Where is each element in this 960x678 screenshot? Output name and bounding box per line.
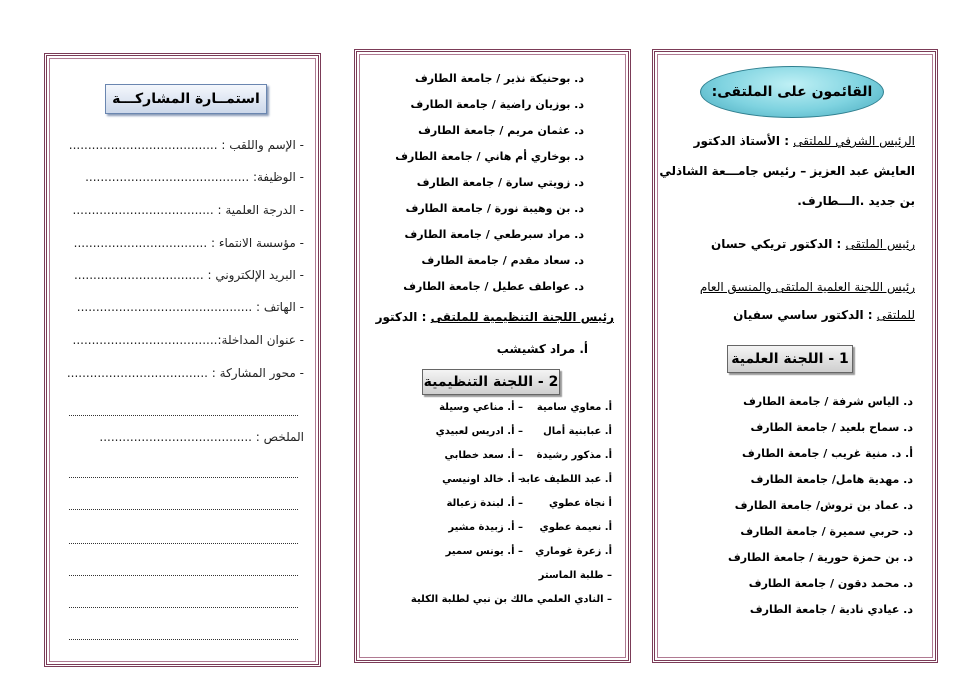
committees-panel xyxy=(354,49,631,663)
field-email[interactable]: - البريد الإلكتروني : .................................. xyxy=(73,268,304,282)
list-item: – أ. ادريس لعبيدي xyxy=(435,426,523,437)
org-head-label: رئيس اللجنة التنظيمية للملتقى xyxy=(430,310,614,324)
honorary-president-line2: العايش عبد العزيز – رئيس جامـــعة الشاذلي xyxy=(659,164,915,178)
list-item: – أ. يونس سمير xyxy=(445,546,523,557)
list-item: أ. عبد اللطيف عابد xyxy=(520,474,612,485)
list-item: أ نجاة عطوي xyxy=(548,498,612,509)
president-label: رئيس الملتقى xyxy=(845,237,915,251)
list-item: د. حربي سميرة / جامعة الطارف xyxy=(740,525,913,538)
list-item: أ. معاوي سامية xyxy=(536,402,612,413)
field-institution[interactable]: - مؤسسة الانتماء : ................................... xyxy=(73,236,304,250)
org-head-name: أ. مراد كشيشب xyxy=(496,342,588,356)
organizers-title-text: القائمون على الملتقى: xyxy=(711,84,873,100)
list-item: د. زويتي سارة / جامعة الطارف xyxy=(416,176,584,189)
field-axis[interactable]: - محور المشاركة : ..................................... xyxy=(66,366,304,380)
organizers-title xyxy=(700,66,884,118)
dotted-line xyxy=(69,574,298,576)
dotted-line xyxy=(69,638,298,640)
sci-head-line2 xyxy=(733,308,915,322)
honorary-president-line1 xyxy=(694,134,915,148)
org-head-line1 xyxy=(376,310,614,324)
organizing-committee-heading xyxy=(422,369,560,395)
president-name: : الدكتور تريكي حسان xyxy=(710,237,846,251)
list-item: أ. نعيمة عطوي xyxy=(539,522,612,533)
list-item: – أ. خالد اونيسي xyxy=(442,474,523,485)
participation-form-panel xyxy=(44,53,321,667)
list-item: د. عماد بن تروش/ جامعة الطارف xyxy=(734,499,913,512)
field-phone[interactable]: - الهاتف : .............................................. xyxy=(76,300,304,314)
sci-head-label: للملتقى xyxy=(876,308,915,322)
list-item: د. بن وهيبة نورة / جامعة الطارف xyxy=(405,202,584,215)
dotted-line xyxy=(69,542,298,544)
list-item: أ. مذكور رشيدة xyxy=(536,450,612,461)
conference-president xyxy=(711,237,915,251)
list-item: د. بوزيان راضية / جامعة الطارف xyxy=(410,98,584,111)
organizers-panel xyxy=(652,49,938,663)
honorary-label: الرئيس الشرفي للملتقى xyxy=(793,134,915,148)
dotted-line xyxy=(69,606,298,608)
list-item: د. بوحنيكة نذير / جامعة الطارف xyxy=(414,72,584,85)
field-abstract[interactable]: الملخص : ........................................ xyxy=(99,430,304,444)
list-item: د. سماح بلعيد / جامعة الطارف xyxy=(750,421,913,434)
list-item: د. عثمان مريم / جامعة الطارف xyxy=(418,124,584,137)
list-item: – النادي العلمي مالك بن نبي لطلبة الكلية xyxy=(410,594,612,605)
field-job[interactable]: - الوظيفة: ........................................... xyxy=(85,170,304,184)
list-item: د. بن حمزة حورية / جامعة الطارف xyxy=(727,551,913,564)
list-item: أ. د. منية غريب / جامعة الطارف xyxy=(742,447,913,460)
list-item: – أ. زبيدة مشير xyxy=(448,522,523,533)
list-item: أ. عبابنية أمال xyxy=(543,426,612,437)
dotted-line xyxy=(69,508,298,510)
list-item: د. مهدية هامل/ جامعة الطارف xyxy=(750,473,913,486)
list-item: – أ. سعد خطابي xyxy=(444,450,523,461)
section1-label: 1 - اللجنة العلمية xyxy=(731,351,849,367)
field-name[interactable]: - الإسم واللقب : ....................................... xyxy=(68,138,304,152)
list-item: – أ. مناعي وسيلة xyxy=(439,402,523,413)
list-item: – طلبة الماستر xyxy=(538,570,612,581)
list-item: د. عيادي نادية / جامعة الطارف xyxy=(749,603,913,616)
org-head-title: : الدكتور xyxy=(375,310,427,324)
honorary-title: : الأستاذ الدكتور xyxy=(693,134,794,148)
scientific-committee-heading xyxy=(727,345,853,373)
list-item: – أ. لبندة زعبالة xyxy=(446,498,523,509)
form-title xyxy=(105,84,267,114)
list-item: د. محمد دقون / جامعة الطارف xyxy=(748,577,913,590)
list-item: د. الياس شرفة / جامعة الطارف xyxy=(743,395,913,408)
list-item: د. بوخاري أم هاني / جامعة الطارف xyxy=(395,150,584,163)
honorary-president-line3: بن جديد .الـــطارف. xyxy=(797,194,915,208)
section2-label: 2 - اللجنة التنظيمية xyxy=(423,374,559,390)
list-item: أ. زعرة غوماري xyxy=(535,546,612,557)
list-item: د. مراد سبرطعي / جامعة الطارف xyxy=(404,228,584,241)
list-item: د. سعاد مقدم / جامعة الطارف xyxy=(421,254,584,267)
form-title-text: استمــارة المشاركـــة xyxy=(112,91,260,107)
field-degree[interactable]: - الدرجة العلمية : ..................................... xyxy=(72,203,304,217)
list-item: د. عواطف عطيل / جامعة الطارف xyxy=(403,280,584,293)
dotted-line xyxy=(69,476,298,478)
field-title[interactable]: - عنوان المداخلة:...................................... xyxy=(72,333,304,347)
sci-head-name: : الدكتور ساسي سفيان xyxy=(733,308,877,322)
sci-head-line1: رئيس اللجنة العلمية الملتقى والمنسق العام xyxy=(699,280,915,294)
dotted-line xyxy=(69,414,298,416)
